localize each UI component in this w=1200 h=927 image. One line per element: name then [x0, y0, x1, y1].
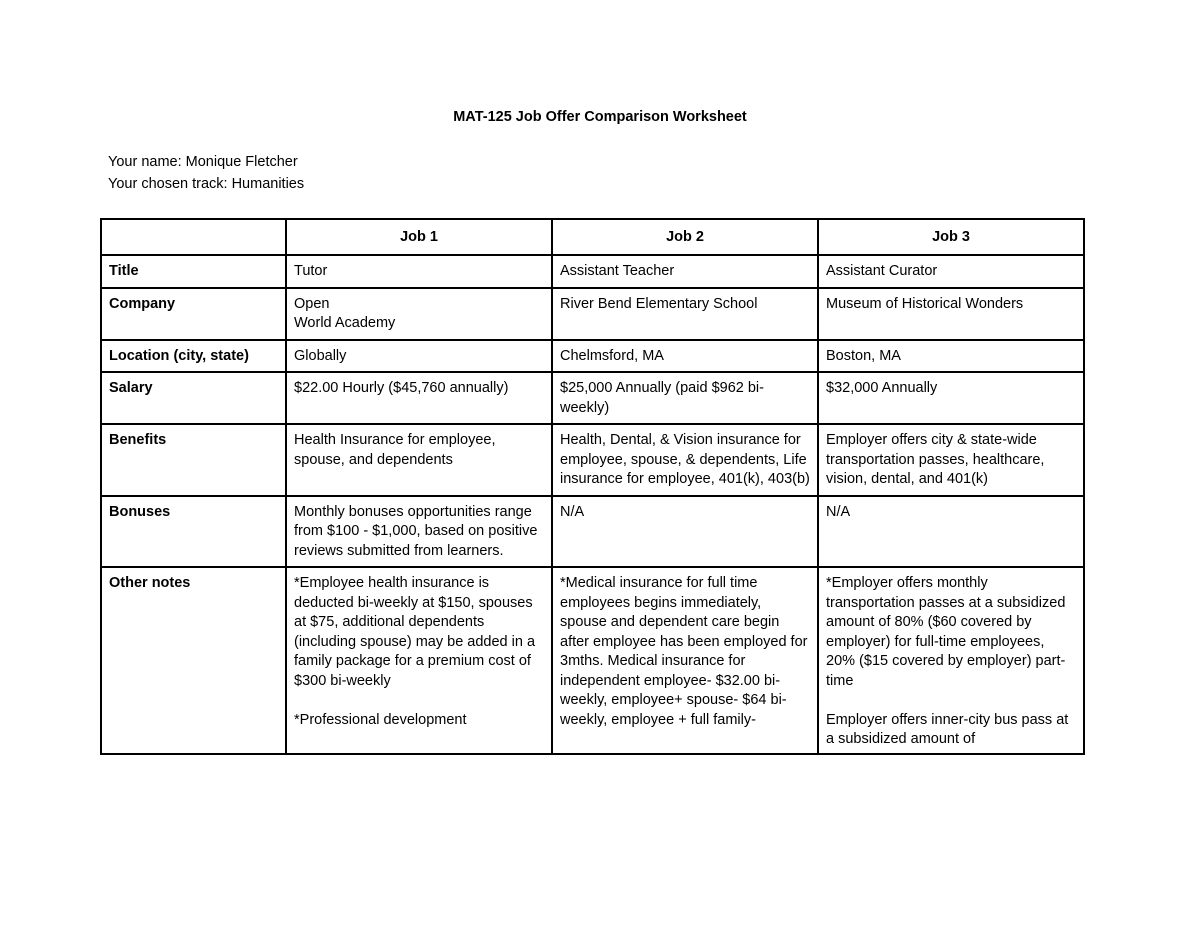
cell-text: River Bend Elementary School — [560, 295, 758, 312]
cell-text: Employer offers city & state-wide transportation passes, healthcare, vision, dental, and 401(k) — [826, 432, 1045, 487]
cell-text: $22.00 Hourly ($45,760 annually) — [294, 380, 509, 396]
cell-text: Boston, MA — [826, 347, 901, 364]
header-job-3: Job 3 — [818, 219, 1084, 255]
cell-benefits-job-2 — [552, 424, 818, 496]
table-row-other-notes — [101, 567, 1084, 754]
cell-salary-job-2 — [552, 372, 818, 424]
table-row-title — [101, 255, 1084, 288]
table-header-row — [101, 219, 1084, 255]
cell-benefits-job-1 — [286, 424, 552, 496]
cell-text: Museum of Historical Wonders — [826, 295, 1024, 312]
row-label-benefits: Benefits — [101, 424, 286, 496]
cell-notes-job-3 — [818, 567, 1084, 754]
row-label-location: Location (city, state) — [101, 340, 286, 373]
student-name-line: Your name: Monique Fletcher — [108, 154, 298, 170]
cell-salary-job-3 — [818, 372, 1084, 424]
cell-text: $32,000 Annually — [826, 380, 938, 396]
table-row-company — [101, 288, 1084, 340]
cell-text: Assistant Curator — [826, 263, 938, 279]
cell-salary-job-1 — [286, 372, 552, 424]
cell-notes-job-1 — [286, 567, 552, 754]
cell-bonuses-job-1 — [286, 496, 552, 568]
job-comparison-table — [100, 218, 1085, 755]
row-label-other-notes: Other notes — [101, 567, 286, 754]
cell-bonuses-job-3 — [818, 496, 1084, 568]
cell-title-job-3 — [818, 255, 1084, 288]
cell-text: Health, Dental, & Vision insurance for employee, spouse, & dependents, Life insurance for employee, 401(k), 403(b) — [560, 432, 810, 487]
cell-text: Open World Academy — [294, 295, 396, 331]
header-job-1: Job 1 — [286, 219, 552, 255]
cell-text: N/A — [560, 503, 585, 520]
cell-bonuses-job-2 — [552, 496, 818, 568]
table-row-benefits — [101, 424, 1084, 496]
row-label-title: Title — [101, 255, 286, 288]
cell-text: *Medical insurance for full time employees begins immediately, spouse and dependent care begin after employee has been employed for 3mths. Medical insurance for independent employee- $32.00 bi-weekly, employee+ spouse- $64 bi-weekly, employee + full family- — [560, 575, 808, 728]
row-label-company: Company — [101, 288, 286, 340]
cell-benefits-job-3 — [818, 424, 1084, 496]
chosen-track-line: Your chosen track: Humanities — [108, 176, 305, 192]
cell-company-job-2 — [552, 288, 818, 340]
cell-text: *Employer offers monthly transportation passes at a subsidized amount of 80% ($60 covered by employer) for full-time employees, 20% ($15 covered by employer) part-time Employer offers inner-city bus pass at a subsidized amount of — [826, 575, 1069, 747]
row-label-salary: Salary — [101, 372, 286, 424]
table-row-bonuses — [101, 496, 1084, 568]
cell-company-job-1 — [286, 288, 552, 340]
page-title: MAT-125 Job Offer Comparison Worksheet — [453, 109, 747, 125]
cell-text: Chelmsford, MA — [560, 347, 664, 364]
cell-text: N/A — [826, 503, 851, 520]
cell-title-job-1 — [286, 255, 552, 288]
cell-title-job-2 — [552, 255, 818, 288]
row-label-bonuses: Bonuses — [101, 496, 286, 568]
table-row-salary — [101, 372, 1084, 424]
cell-text: Monthly bonuses opportunities range from $100 - $1,000, based on positive reviews submitted from learners. — [294, 503, 538, 559]
cell-text: Health Insurance for employee, spouse, and dependents — [294, 432, 496, 468]
cell-location-job-1 — [286, 340, 552, 373]
cell-company-job-3 — [818, 288, 1084, 340]
header-corner-cell — [101, 219, 286, 255]
table-row-location — [101, 340, 1084, 373]
cell-location-job-3 — [818, 340, 1084, 373]
cell-notes-job-2 — [552, 567, 818, 754]
cell-text: Tutor — [294, 263, 328, 279]
cell-text: Assistant Teacher — [560, 263, 675, 279]
cell-text: *Employee health insurance is deducted bi-weekly at $150, spouses at $75, additional dependents (including spouse) may be added in a family package for a premium cost of $300 bi-weekly *Professional development — [294, 575, 536, 728]
cell-text: Globally — [294, 347, 347, 364]
cell-text: $25,000 Annually (paid $962 bi-weekly) — [560, 380, 764, 416]
cell-location-job-2 — [552, 340, 818, 373]
header-job-2: Job 2 — [552, 219, 818, 255]
